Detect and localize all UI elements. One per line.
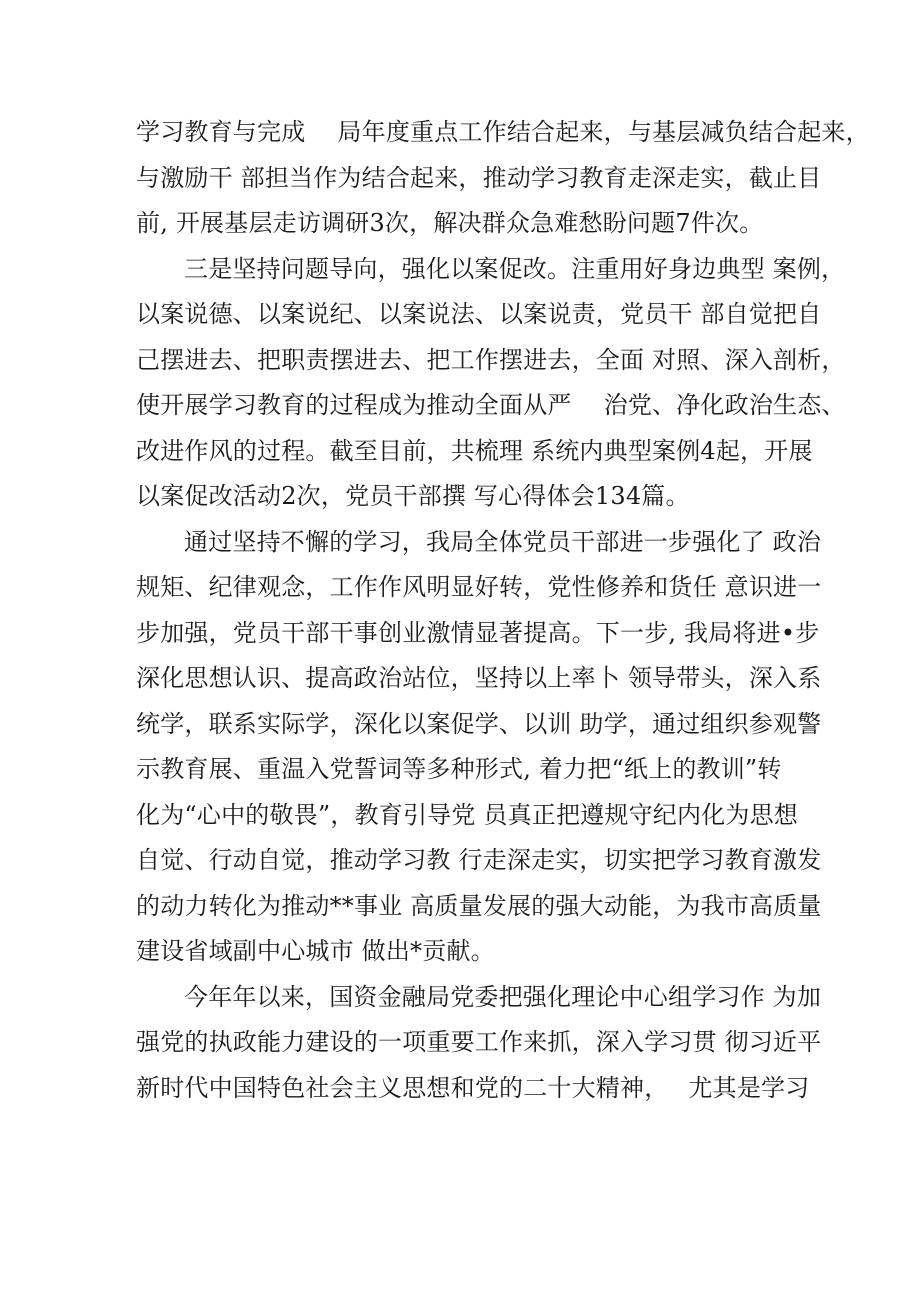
- text-line: 自觉、行动自觉，推动学习教 行走深走实，切实把学习教育激发: [136, 846, 822, 874]
- document-body: [136, 110, 870, 1111]
- text-line: 的动力转化为推动**事业 高质量发展的强大动能，为我市高质量: [136, 891, 822, 920]
- paragraph-3: [136, 520, 826, 975]
- text-line: 以案说德、以案说纪、以案说法、以案说责，党员干 部自觉把自: [136, 300, 822, 328]
- paragraph-1: [136, 110, 870, 247]
- text-line: 示教育展、重温入党誓词等多种形式, 着力把“纸上的教训”转: [136, 755, 782, 783]
- text-line: 通过坚持不懈的学习，我局全体党员干部进一步强化了 政治: [184, 527, 822, 556]
- text-line: 三是坚持问题导向，强化以案促改。注重用好身边典型 案例，: [184, 254, 846, 283]
- text-line: 深化思想认识、提高政治站位，坚持以上率卜 领导带头，深入系: [136, 664, 822, 692]
- text-line: 今年年以来，国资金融局党委把强化理论中心组学习作 为加: [184, 982, 822, 1011]
- text-line: 学习教育与完成 局年度重点工作结合起来，与基层减负结合起来，: [136, 118, 870, 146]
- text-line: 步加强，党员干部干事创业激情显著提高。下一步, 我局将进•步: [136, 618, 820, 647]
- text-line: 前, 开展基层走访调研3次，解决群众急难愁盼问题7件次。: [136, 209, 764, 237]
- text-line: 新时代中国特色社会主义思想和党的二十大精神， 尤其是学习: [136, 1073, 810, 1102]
- paragraph-4: [136, 975, 826, 1112]
- text-line: 建设省域副中心城市 做出*贡献。: [136, 937, 495, 965]
- text-line: 化为“心中的敬畏”，教育引导党 员真正把遵规守纪内化为思想: [136, 800, 798, 829]
- text-line: 与激励干 部担当作为结合起来，推动学习教育走深走实，截止目: [136, 163, 822, 192]
- text-line: 使开展学习教育的过程成为推动全面从严 治党、净化政治生态、: [136, 391, 846, 419]
- text-line: 己摆进去、把职责摆进去、把工作摆进去，全面 对照、深入剖析，: [136, 345, 846, 374]
- text-line: 规矩、纪律观念，工作作风明显好转，党性修养和货任 意识进一: [136, 573, 822, 601]
- text-line: 改进作风的过程。截至目前，共梳理 系统内典型案例4起，开展: [136, 436, 813, 465]
- text-line: 强党的执政能力建设的一项重要工作来抓，深入学习贯 彻习近平: [136, 1028, 822, 1056]
- text-line: 以案促改活动2次，党员干部撰 写心得体会134篇。: [136, 482, 690, 510]
- text-line: 统学，联系实际学，深化以案促学、以训 助学，通过组织参观警: [136, 709, 822, 738]
- paragraph-2: [136, 247, 846, 520]
